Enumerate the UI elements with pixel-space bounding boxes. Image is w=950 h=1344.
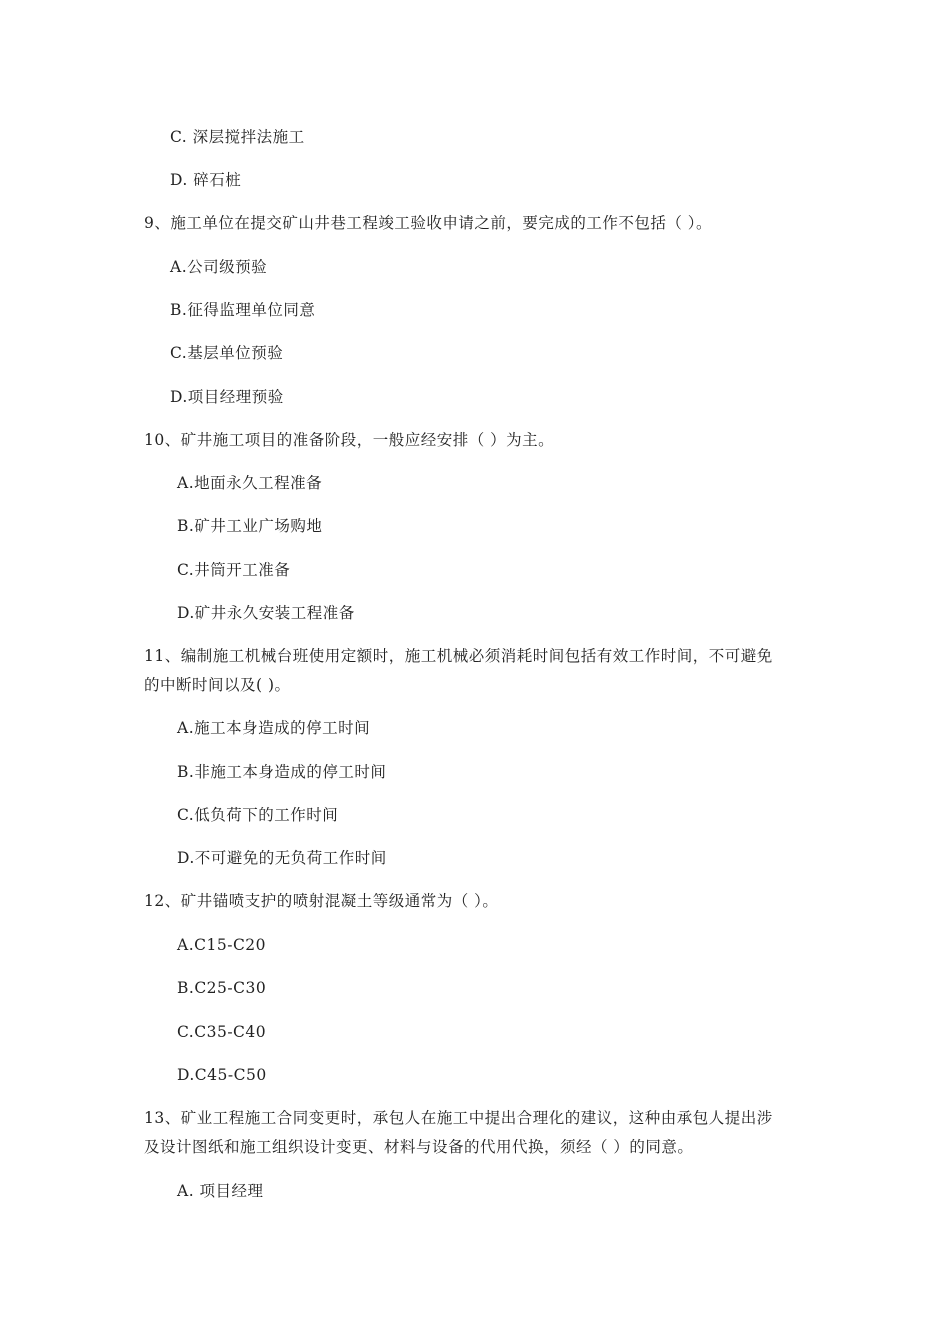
q9-stem: 9、施工单位在提交矿山井巷工程竣工验收申请之前，要完成的工作不包括（ ）。: [144, 214, 713, 232]
q8-option-d: D. 碎石桩: [170, 171, 242, 189]
q10-option-b: B.矿井工业广场购地: [177, 517, 323, 535]
q10-stem: 10、矿井施工项目的准备阶段，一般应经安排（ ）为主。: [144, 431, 555, 449]
q8-option-c: C. 深层搅拌法施工: [170, 128, 305, 146]
q12-option-c: C.C35-C40: [177, 1023, 267, 1041]
q11-option-b: B.非施工本身造成的停工时间: [177, 763, 387, 781]
q12-stem: 12、矿井锚喷支护的喷射混凝土等级通常为（ ）。: [144, 892, 499, 910]
q9-option-c: C.基层单位预验: [170, 344, 284, 362]
q10-option-d: D.矿井永久安装工程准备: [177, 604, 355, 622]
q10-option-c: C.井筒开工准备: [177, 561, 291, 579]
q9-option-b: B.征得监理单位同意: [170, 301, 316, 319]
q11-option-d: D.不可避免的无负荷工作时间: [177, 849, 387, 867]
q13-stem-line-2: 及设计图纸和施工组织设计变更、材料与设备的代用代换，须经（ ）的同意。: [144, 1138, 694, 1156]
q13-option-a: A. 项目经理: [177, 1182, 264, 1200]
q9-option-a: A.公司级预验: [170, 258, 268, 276]
q11-stem-line-2: 的中断时间以及( )。: [144, 676, 291, 694]
q10-option-a: A.地面永久工程准备: [177, 474, 323, 492]
q11-option-c: C.低负荷下的工作时间: [177, 806, 339, 824]
q11-stem-line-1: 11、编制施工机械台班使用定额时，施工机械必须消耗时间包括有效工作时间，不可避免: [144, 647, 773, 665]
q13-stem-line-1: 13、矿业工程施工合同变更时，承包人在施工中提出合理化的建议，这种由承包人提出涉: [144, 1109, 773, 1127]
q12-option-a: A.C15-C20: [177, 936, 267, 954]
q12-option-b: B.C25-C30: [177, 979, 267, 997]
q11-option-a: A.施工本身造成的停工时间: [177, 719, 371, 737]
q9-option-d: D.项目经理预验: [170, 388, 284, 406]
q12-option-d: D.C45-C50: [177, 1066, 267, 1084]
